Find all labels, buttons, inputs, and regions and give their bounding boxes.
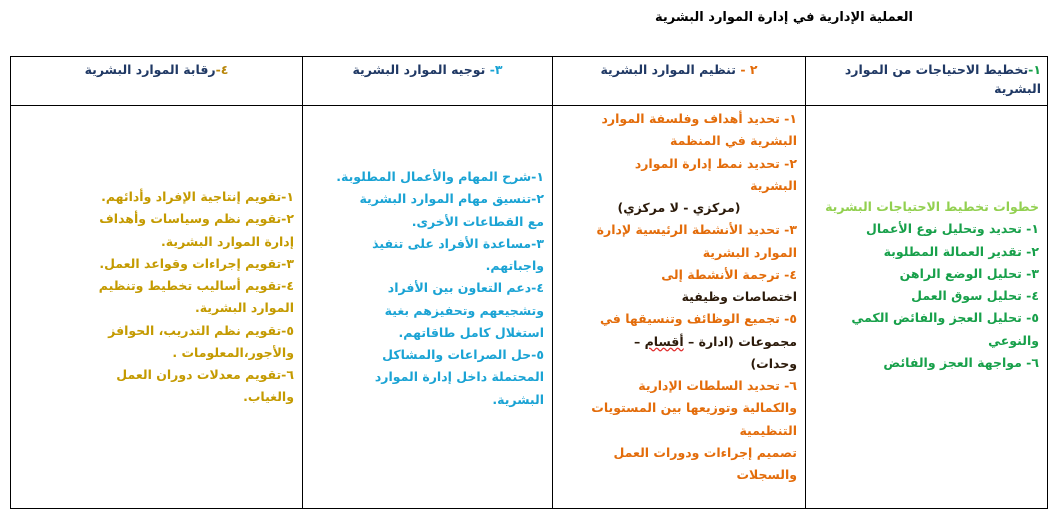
controlling-line: الموارد البشرية. (194, 300, 294, 316)
directing-line: وتشجيعهم وتحفيزهم بغية (384, 302, 544, 318)
directing-line: مع القطاعات الأخرى. (411, 213, 544, 229)
organizing-line: تصميم إجراءات ودورات العمل (613, 444, 797, 460)
header-organizing-number: ٢ - (740, 62, 758, 77)
header-organizing-label: تنظيم الموارد البشرية (600, 62, 736, 77)
organizing-cell (553, 106, 806, 509)
content-row (11, 106, 1048, 509)
controlling-cell (11, 106, 303, 509)
organizing-line: التنظيمية (739, 422, 797, 438)
directing-line: ٣-مساعدة الأفراد على تنفيذ (372, 235, 544, 251)
organizing-line: ٦- تحديد السلطات الإدارية (638, 378, 797, 393)
organizing-line: ٤- ترجمة الأنشطة إلى (661, 266, 797, 282)
planning-steps-heading: خطوات تخطيط الاحتياجات البشرية (825, 199, 1039, 214)
header-directing-label: توجيه الموارد البشرية (352, 62, 486, 77)
directing-content (303, 106, 552, 415)
header-organizing (553, 57, 806, 106)
controlling-line: ٦-تقويم معدلات دوران العمل (116, 367, 294, 382)
planning-step: ٥- تحليل العجز والفائض الكمي (851, 310, 1039, 326)
header-controlling (11, 57, 303, 106)
directing-line: المحتملة داخل إدارة الموارد (374, 369, 544, 385)
page-title: العملية الإدارية في إدارة الموارد البشرية (655, 10, 913, 25)
controlling-line: ٤-تقويم أساليب تخطيط وتنظيم (98, 278, 294, 293)
directing-line: واجباتهم. (485, 258, 544, 273)
header-row (11, 57, 1048, 106)
organizing-line: والكمالية وتوزيعها بين المستويات (591, 400, 797, 416)
organizing-line: ٥- تجميع الوظائف وتنسيقها في (600, 311, 797, 327)
planning-step: ١- تحديد وتحليل نوع الأعمال (865, 221, 1039, 237)
controlling-line: ٣-تقويم إجراءات وقواعد العمل. (99, 255, 294, 271)
controlling-line: ١-تقويم إنتاجية الإفراد وأدائهم. (101, 189, 294, 204)
organizing-line-part: – (634, 333, 645, 349)
planning-step: ٢- تقدير العمالة المطلوبة (883, 243, 1039, 259)
directing-line: ٢-تنسيق مهام الموارد البشرية (359, 191, 544, 207)
header-controlling-number: ٤- (215, 62, 229, 77)
controlling-line: إدارة الموارد البشرية. (161, 233, 294, 249)
organizing-line: البشرية (750, 177, 797, 193)
directing-line: استغلال كامل طاقاتهم. (398, 324, 544, 340)
header-directing (303, 57, 553, 106)
directing-cell (303, 106, 553, 509)
controlling-line: والغياب. (243, 389, 294, 405)
organizing-line: اختصاصات وظيفية (681, 289, 797, 304)
organizing-line (561, 331, 797, 353)
header-directing-number: ٣- (489, 62, 503, 77)
controlling-line: والأجور،المعلومات . (172, 344, 294, 360)
organizing-line: ٢- تحديد نمط إدارة الموارد (634, 155, 797, 171)
organizing-line-part: مجموعات (ادارة – (683, 333, 797, 349)
planning-cell (806, 106, 1048, 509)
organizing-line: وحدات) (750, 355, 797, 371)
controlling-content (11, 106, 302, 413)
directing-line: ٤-دعم التعاون بين الأفراد (387, 280, 544, 296)
directing-line: ١-شرح المهام والأعمال المطلوبة. (336, 169, 544, 184)
organizing-line: ٣- تحديد الأنشطة الرئيسية لإدارة (596, 222, 797, 238)
organizing-line: ١- تحديد أهداف وفلسفة الموارد (601, 111, 797, 126)
controlling-line: ٥-تقويم نظم التدريب، الحوافز (108, 322, 294, 338)
planning-step: ٦- مواجهة العجز والفائض (883, 354, 1039, 370)
header-planning-label: تخطيط الاحتياجات من الموارد البشرية (844, 62, 1041, 96)
organizing-line: (مركزي - لا مركزي) (617, 200, 741, 215)
organizing-line-part: أقسام (644, 333, 684, 349)
organizing-content (553, 106, 805, 490)
planning-step: ٣- تحليل الوضع الراهن (899, 265, 1039, 281)
planning-content (806, 106, 1047, 378)
planning-step: ٤- تحليل سوق العمل (911, 288, 1039, 303)
controlling-line: ٢-تقويم نظم وسياسات وأهداف (99, 211, 294, 227)
header-controlling-label: رقابة الموارد البشرية (84, 62, 216, 77)
header-planning-number: ١- (1028, 62, 1041, 77)
directing-line: ٥-حل الصراعات والمشاكل (382, 347, 544, 362)
organizing-line: والسجلات (736, 467, 797, 482)
hr-process-table (10, 56, 1048, 509)
organizing-line: الموارد البشرية (702, 244, 797, 260)
directing-line: البشرية. (492, 391, 544, 407)
header-planning (806, 57, 1048, 106)
organizing-line: البشرية في المنظمة (670, 133, 797, 149)
planning-step: والنوعي (988, 332, 1039, 348)
